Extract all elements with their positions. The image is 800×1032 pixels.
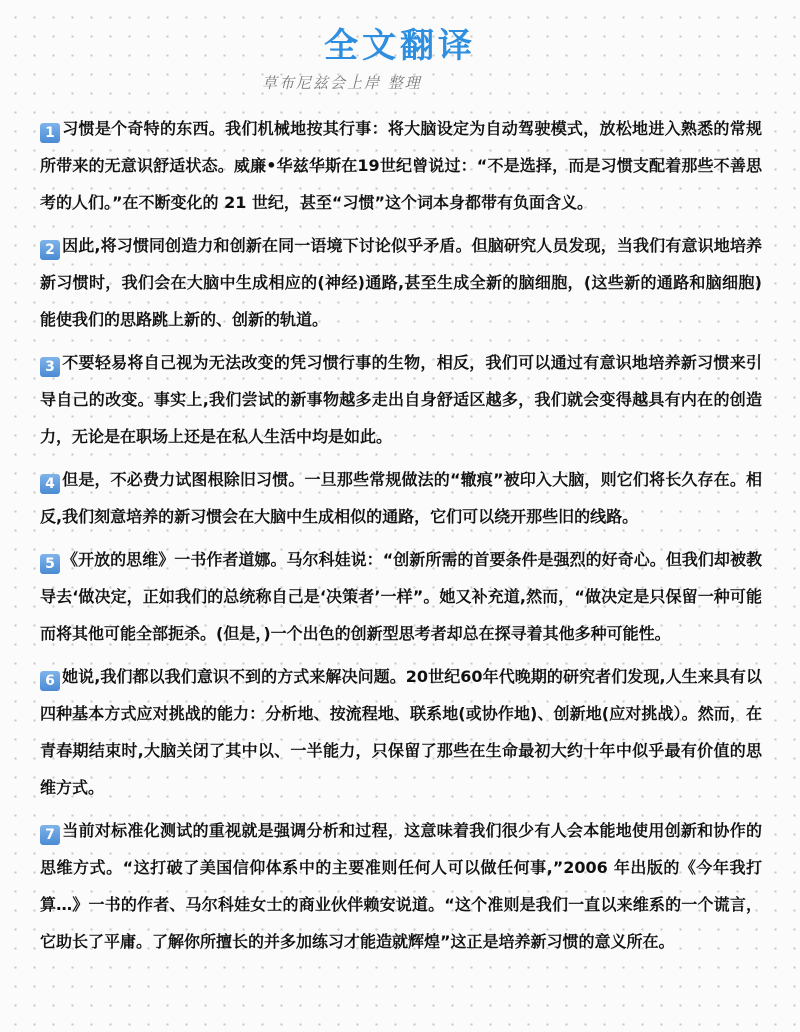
paragraph-text: 当前对标准化测试的重视就是强调分析和过程，这意味着我们很少有人会本能地使用创新和协作的思维方式。“这打破了美国信仰体系中的主要准则任何人可以做任何事,”2006 年出版的《今年我打算…》一书的作者、马尔科娃女士的商业伙伴赖安说道。“这个准则是我们一直以来维系的一个谎言，它助长了平庸。了解你所擅长的并多加练习才能造就辉煌”这正是培养新习惯的意义所在。 bbox=[40, 821, 762, 951]
paragraph-text: 不要轻易将自己视为无法改变的凭习惯行事的生物，相反，我们可以通过有意识地培养新习惯来引导自己的改变。事实上,我们尝试的新事物越多走出自身舒适区越多，我们就会变得越具有内在的创造力，无论是在职场上还是在私人生活中均是如此。 bbox=[40, 353, 762, 446]
page-title: 全文翻译 bbox=[324, 26, 476, 66]
number-badge-7: 7 bbox=[40, 825, 60, 845]
content-body bbox=[40, 110, 762, 966]
number-badge-4: 4 bbox=[40, 474, 60, 494]
paragraph-text: 《开放的思维》一书作者道娜。马尔科娃说：“创新所需的首要条件是强烈的好奇心。但我们却被教导去‘做决定，正如我们的总统称自己是‘决策者’一样”。她又补充道,然而，“做决定是只保留一种可能而将其他可能全部扼杀。(但是，)一个出色的创新型思考者却总在探寻着其他多种可能性。 bbox=[40, 550, 762, 643]
paragraph-7 bbox=[40, 812, 762, 960]
number-badge-6: 6 bbox=[40, 671, 60, 691]
paragraph-text: 但是，不必费力试图根除旧习惯。一旦那些常规做法的“辙痕”被印入大脑，则它们将长久存在。相反,我们刻意培养的新习惯会在大脑中生成相似的通路，它们可以绕开那些旧的线路。 bbox=[40, 470, 762, 526]
number-badge-1: 1 bbox=[40, 123, 60, 143]
paragraph-text: 她说,我们都以我们意识不到的方式来解决问题。20世纪60年代晚期的研究者们发现,人生来具有以四种基本方式应对挑战的能力：分析地、按流程地、联系地(或协作地)、创新地(应对挑战）。然而，在青春期结束时,大脑关闭了其中以、一半能力，只保留了那些在生命最初大约十年中似乎最有价值的思维方式。 bbox=[40, 667, 762, 797]
paragraph-1 bbox=[40, 110, 762, 221]
paragraph-5 bbox=[40, 541, 762, 652]
page-subtitle: 草布尼兹会上岸 整理 bbox=[262, 74, 422, 92]
paragraph-text: 习惯是个奇特的东西。我们机械地按其行事：将大脑设定为自动驾驶模式，放松地进入熟悉的常规所带来的无意识舒适状态。威廉•华兹华斯在19世纪曾说过：“不是选择，而是习惯支配着那些不善思考的人们。”在不断变化的 21 世纪，甚至“习惯”这个词本身都带有负面含义。 bbox=[40, 119, 762, 212]
number-badge-2: 2 bbox=[40, 240, 60, 260]
paragraph-3 bbox=[40, 344, 762, 455]
number-badge-3: 3 bbox=[40, 357, 60, 377]
paragraph-6 bbox=[40, 658, 762, 806]
paragraph-2 bbox=[40, 227, 762, 338]
number-badge-5: 5 bbox=[40, 554, 60, 574]
paragraph-text: 因此,将习惯同创造力和创新在同一语境下讨论似乎矛盾。但脑研究人员发现，当我们有意识地培养新习惯时，我们会在大脑中生成相应的(神经)通路,甚至生成全新的脑细胞，(这些新的通路和脑细胞)能使我们的思路跳上新的、创新的轨道。 bbox=[40, 236, 762, 329]
paragraph-4 bbox=[40, 461, 762, 535]
